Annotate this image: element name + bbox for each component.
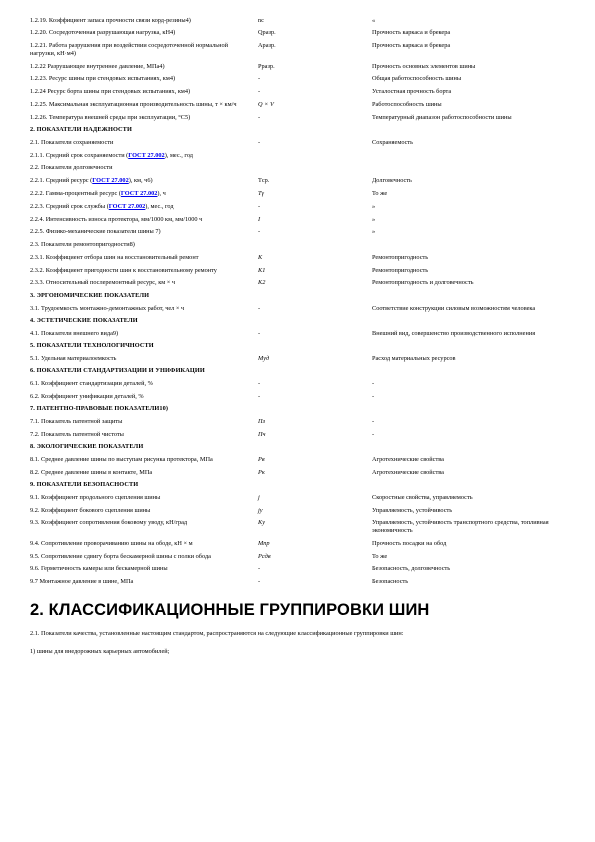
- indicator-symbol-cell: Mуд: [258, 354, 270, 362]
- indicator-name-cell: 4. ЭСТЕТИЧЕСКИЕ ПОКАЗАТЕЛИ: [30, 317, 138, 325]
- indicator-name-cell: 6. ПОКАЗАТЕЛИ СТАНДАРТИЗАЦИИ И УНИФИКАЦИИ: [30, 367, 205, 375]
- characterized-property-cell: Общая работоспособность шины: [372, 75, 462, 83]
- indicator-name-text-tail: ), ч: [157, 189, 166, 197]
- indicator-symbol-cell: [258, 315, 372, 327]
- indicator-name-cell: 9. ПОКАЗАТЕЛИ БЕЗОПАСНОСТИ: [30, 481, 139, 489]
- table-row: [30, 226, 575, 239]
- characterized-property-cell: [372, 441, 575, 453]
- indicator-name-cell: 9.1. Коэффициент продольного сцепления шины: [30, 493, 161, 501]
- indicator-name-cell: 6.1. Коэффициент стандартизации деталей, %: [30, 380, 153, 388]
- characterized-property-cell: Агротехнические свойства: [372, 455, 444, 463]
- table-row: [30, 60, 575, 73]
- table-row: [30, 136, 575, 149]
- characterized-property-cell: Ремонтопригодность: [372, 253, 429, 261]
- table-row: [30, 517, 575, 537]
- paragraph-list-item-1: 1) шины для внедорожных карьерных автомобилей;: [30, 648, 170, 656]
- table-row: [30, 491, 575, 504]
- characterized-property-cell: Скоростные свойства, управляемость: [372, 493, 473, 501]
- indicator-name-cell: 2.2. Показатели долговечности: [30, 164, 113, 172]
- indicator-name-cell: 8.1. Среднее давление шины по выступам рисунка протектора, МПа: [30, 455, 213, 463]
- characterized-property-cell: -: [372, 417, 375, 425]
- indicator-name-cell: 6.2. Коэффициент унификации деталей, %: [30, 392, 144, 400]
- indicator-symbol-cell: [258, 403, 372, 415]
- indicator-symbol-cell: -: [258, 138, 261, 146]
- characterized-property-cell: Долговечность: [372, 177, 412, 185]
- indicator-name-cell: 1.2.26. Температура внешней среды при эксплуатации, °С5): [30, 113, 191, 121]
- characterized-property-cell: [372, 479, 575, 491]
- characterized-property-cell: Сохраняемость: [372, 138, 414, 146]
- characterized-property-cell: Работоспособность шины: [372, 100, 442, 108]
- indicator-symbol-cell: j: [258, 493, 260, 501]
- indicator-symbol-cell: K: [258, 253, 263, 261]
- table-row: [30, 302, 575, 315]
- table-row: [30, 200, 575, 213]
- table-row: [30, 14, 575, 27]
- indicator-symbol-cell: [258, 290, 372, 302]
- indicator-name-cell: 2. ПОКАЗАТЕЛИ НАДЕЖНОСТИ: [30, 126, 132, 134]
- table-row: [30, 352, 575, 365]
- paragraph-2-1: 2.1. Показатели качества, установленные настоящим стандартом, распространяются на следующие классификационные группировки шин:: [30, 630, 404, 638]
- table-row: [30, 73, 575, 86]
- indicator-symbol-cell: Pсдв: [258, 552, 271, 560]
- table-row: [30, 415, 575, 428]
- characterized-property-cell: »: [372, 202, 376, 210]
- indicator-name-cell: [30, 175, 258, 188]
- indicator-symbol-cell: [258, 441, 372, 453]
- indicator-name-cell: 1.2.20. Сосредоточенная разрушающая нагрузка, кН4): [30, 29, 176, 37]
- characterized-property-cell: [372, 315, 575, 327]
- indicator-symbol-cell: [258, 238, 372, 251]
- indicator-symbol-cell: Tср.: [258, 177, 270, 185]
- indicator-name-text: 2.1.1. Средний срок сохраняемости (: [30, 151, 129, 159]
- table-row: [30, 377, 575, 390]
- indicator-name-text: 2.2.1. Средний ресурс (: [30, 177, 93, 185]
- table-row: [30, 40, 575, 60]
- characterized-property-cell: «: [372, 16, 376, 24]
- indicator-name-cell: 9.7 Монтажное давление в шине, МПа: [30, 578, 134, 586]
- indicator-symbol-cell: -: [258, 578, 261, 586]
- indicator-name-cell: 1.2.25. Максимальная эксплуатационная производительность шины, т × км/ч: [30, 100, 237, 108]
- indicator-name-text: 2.2.2. Гамма-процентный ресурс (: [30, 189, 121, 197]
- indicator-name-cell: 2.3.3. Относительный послеремонтный ресурс, км × ч: [30, 279, 176, 287]
- characterized-property-cell: Расход материальных ресурсов: [372, 354, 456, 362]
- indicator-symbol-cell: Q × V: [258, 100, 274, 108]
- gost-link[interactable]: ГОСТ 27.002: [120, 189, 158, 197]
- table-row: [30, 27, 575, 40]
- indicator-name-cell: [30, 187, 258, 200]
- characterized-property-cell: Безопасность, долговечность: [372, 565, 451, 573]
- indicator-name-cell: 9.2. Коэффициент бокового сцепления шины: [30, 506, 151, 514]
- indicator-symbol-cell: [258, 162, 372, 175]
- table-row: [30, 537, 575, 550]
- indicator-symbol-cell: [258, 340, 372, 352]
- characterized-property-cell: [372, 340, 575, 352]
- characterized-property-cell: -: [372, 430, 375, 438]
- characterized-property-cell: Управляемость, устойчивость транспортного средства, топливная экономичность: [372, 519, 549, 534]
- indicator-symbol-cell: Ky: [258, 519, 265, 527]
- indicator-name-cell: 7.1. Показатель патентной защиты: [30, 417, 123, 425]
- characterized-property-cell: То же: [372, 189, 388, 197]
- characterized-property-cell: -: [372, 380, 375, 388]
- table-row: [30, 175, 575, 188]
- characterized-property-cell: Прочность основных элементов шины: [372, 62, 476, 70]
- gost-link[interactable]: ГОСТ 27.002: [92, 177, 129, 185]
- indicator-name-cell: 2.3.2. Коэффициент пригодности шин к восстановительному ремонту: [30, 266, 217, 274]
- indicator-name-cell: 2.3. Показатели ремонтопригодности8): [30, 241, 135, 249]
- characterized-property-cell: [372, 365, 575, 377]
- table-row: [30, 428, 575, 441]
- indicator-name-cell: 8.2. Среднее давление шины в контакте, МПа: [30, 468, 153, 476]
- section-row: [30, 124, 575, 136]
- indicator-symbol-cell: Пч: [258, 430, 266, 438]
- indicator-symbol-cell: -: [258, 392, 261, 400]
- table-row: [30, 213, 575, 226]
- indicator-name-cell: 7. ПАТЕНТНО-ПРАВОВЫЕ ПОКАЗАТЕЛИ10): [30, 405, 169, 413]
- indicator-name-cell: 3. ЭРГОНОМИЧЕСКИЕ ПОКАЗАТЕЛИ: [30, 291, 150, 299]
- indicator-symbol-cell: [258, 365, 372, 377]
- indicator-symbol-cell: -: [258, 228, 261, 236]
- characterized-property-cell: Ремонтопригодность: [372, 266, 429, 274]
- indicator-name-cell: 2.3.1. Коэффициент отбора шин на восстановительный ремонт: [30, 253, 199, 261]
- indicator-symbol-cell: -: [258, 304, 261, 312]
- section-row: [30, 315, 575, 327]
- table-row: [30, 187, 575, 200]
- indicator-name-cell: 1.2.19. Коэффициент запаса прочности связи корд-резины4): [30, 16, 191, 24]
- table-row: [30, 111, 575, 124]
- indicator-name-text: 2.2.3. Средний срок службы (: [30, 202, 109, 210]
- indicator-symbol-cell: -: [258, 202, 261, 210]
- indicator-name-cell: 1.2.22 Разрушающее внутреннее давление, МПа4): [30, 62, 165, 70]
- indicator-name-text-tail: ), мес., год: [145, 202, 174, 210]
- section-row: [30, 441, 575, 453]
- characterized-property-cell: Прочность посадки на обод: [372, 539, 447, 547]
- indicator-name-cell: 4.1. Показатели внешнего вида9): [30, 329, 119, 337]
- indicator-name-cell: 2.2.5. Физико-механические показатели шины 7): [30, 228, 161, 236]
- indicator-symbol-cell: Мпр: [258, 539, 270, 547]
- indicator-name-cell: [30, 149, 258, 162]
- gost-link[interactable]: ГОСТ 27.002: [128, 151, 165, 159]
- characterized-property-cell: »: [372, 228, 376, 236]
- table-row: [30, 504, 575, 517]
- quality-indicators-table: [30, 14, 575, 588]
- section-row: [30, 403, 575, 415]
- section-row: [30, 340, 575, 352]
- characterized-property-cell: Прочность каркаса и брекера: [372, 42, 451, 50]
- section-row: [30, 479, 575, 491]
- indicator-symbol-cell: -: [258, 75, 261, 83]
- indicator-name-cell: 9.3. Коэффициент сопротивления боковому уводу, кН/град: [30, 519, 188, 527]
- table-row: [30, 466, 575, 479]
- indicator-name-cell: 1.2.23. Ресурс шины при стендовых испытаниях, км4): [30, 75, 176, 83]
- indicator-symbol-cell: K2: [258, 279, 266, 287]
- indicator-symbol-cell: [258, 479, 372, 491]
- indicator-name-cell: 9.5. Сопротивление сдвигу борта бескамерной шины с полки обода: [30, 552, 211, 560]
- characterized-property-cell: Ремонтопригодность и долговечность: [372, 279, 474, 287]
- indicator-name-cell: 5. ПОКАЗАТЕЛИ ТЕХНОЛОГИЧНОСТИ: [30, 342, 154, 350]
- characterized-property-cell: Внешний вид, совершенство производственного исполнения: [372, 329, 536, 337]
- indicator-symbol-cell: Pк: [258, 468, 265, 476]
- table-row: [30, 86, 575, 99]
- characterized-property-cell: Безопасность: [372, 578, 409, 586]
- characterized-property-cell: Соответствие конструкции силовым возможностям человека: [372, 304, 536, 312]
- characterized-property-cell: Усталостная прочность борта: [372, 88, 452, 96]
- section-row: [30, 290, 575, 302]
- indicator-symbol-cell: -: [258, 329, 261, 337]
- table-row: [30, 162, 575, 175]
- table-row: [30, 576, 575, 589]
- indicator-name-text-tail: ), км, ч6): [128, 177, 153, 185]
- characterized-property-cell: [372, 290, 575, 302]
- indicator-symbol-cell: -: [258, 88, 261, 96]
- indicator-name-text-tail: ), мес., год: [164, 151, 193, 159]
- indicator-symbol-cell: Qразр.: [258, 29, 276, 37]
- indicator-name-cell: [30, 200, 258, 213]
- gost-link[interactable]: ГОСТ 27.002: [108, 202, 146, 210]
- indicator-name-cell: 1.2.24 Ресурс борта шины при стендовых испытаниях, км4): [30, 88, 191, 96]
- section-heading: 2. КЛАССИФИКАЦИОННЫЕ ГРУППИРОВКИ ШИН: [30, 601, 430, 620]
- indicator-symbol-cell: jy: [258, 506, 263, 514]
- indicator-symbol-cell: [258, 124, 372, 136]
- indicator-symbol-cell: nc: [258, 16, 264, 24]
- indicator-symbol-cell: Pв: [258, 455, 265, 463]
- characterized-property-cell: То же: [372, 552, 388, 560]
- characterized-property-cell: Агротехнические свойства: [372, 468, 444, 476]
- table-row: [30, 550, 575, 563]
- table-row: [30, 390, 575, 403]
- characterized-property-cell: [372, 162, 575, 175]
- indicator-name-cell: 9.4. Сопротивление проворачиванию шины на ободе, кН × м: [30, 539, 193, 547]
- indicator-name-cell: 1.2.21. Работа разрушения при воздействии сосредоточенной нормальной нагрузки, кН·м4): [30, 42, 229, 57]
- indicator-name-cell: 2.2.4. Интенсивность износа протектора, мм/1000 км, мм/1000 ч: [30, 215, 203, 223]
- indicator-symbol-cell: K1: [258, 266, 266, 274]
- characterized-property-cell: »: [372, 215, 376, 223]
- table-row: [30, 327, 575, 340]
- table-row: [30, 277, 575, 290]
- indicator-name-cell: 9.6. Герметичность камеры или бескамерной шины: [30, 565, 168, 573]
- document-page: [30, 14, 575, 656]
- indicator-symbol-cell: Aразр.: [258, 42, 276, 50]
- indicator-name-cell: 3.1. Трудоемкость монтажно-демонтажных работ, чел × ч: [30, 304, 185, 312]
- table-row: [30, 149, 575, 162]
- table-row: [30, 251, 575, 264]
- characterized-property-cell: [372, 124, 575, 136]
- characterized-property-cell: -: [372, 392, 375, 400]
- characterized-property-cell: Управляемость, устойчивость: [372, 506, 453, 514]
- characterized-property-cell: Прочность каркаса и брекера: [372, 29, 451, 37]
- indicator-symbol-cell: [258, 149, 372, 162]
- characterized-property-cell: [372, 238, 575, 251]
- characterized-property-cell: Температурный диапазон работоспособности шины: [372, 113, 512, 121]
- indicator-name-cell: 8. ЭКОЛОГИЧЕСКИЕ ПОКАЗАТЕЛИ: [30, 443, 144, 451]
- indicator-symbol-cell: -: [258, 113, 261, 121]
- table-row: [30, 453, 575, 466]
- indicator-symbol-cell: Tγ: [258, 189, 264, 197]
- indicator-symbol-cell: I: [258, 215, 261, 223]
- indicator-name-cell: 2.1. Показатели сохраняемости: [30, 138, 114, 146]
- table-row: [30, 98, 575, 111]
- indicator-symbol-cell: Pразр.: [258, 62, 275, 70]
- table-row: [30, 238, 575, 251]
- indicator-symbol-cell: -: [258, 380, 261, 388]
- characterized-property-cell: [372, 403, 575, 415]
- section-row: [30, 365, 575, 377]
- indicator-name-cell: 5.1. Удельная материалоемкость: [30, 354, 117, 362]
- indicator-symbol-cell: -: [258, 565, 261, 573]
- table-row: [30, 264, 575, 277]
- table-row: [30, 563, 575, 576]
- characterized-property-cell: [372, 149, 575, 162]
- indicator-symbol-cell: Пз: [258, 417, 266, 425]
- indicator-name-cell: 7.2. Показатель патентной чистоты: [30, 430, 124, 438]
